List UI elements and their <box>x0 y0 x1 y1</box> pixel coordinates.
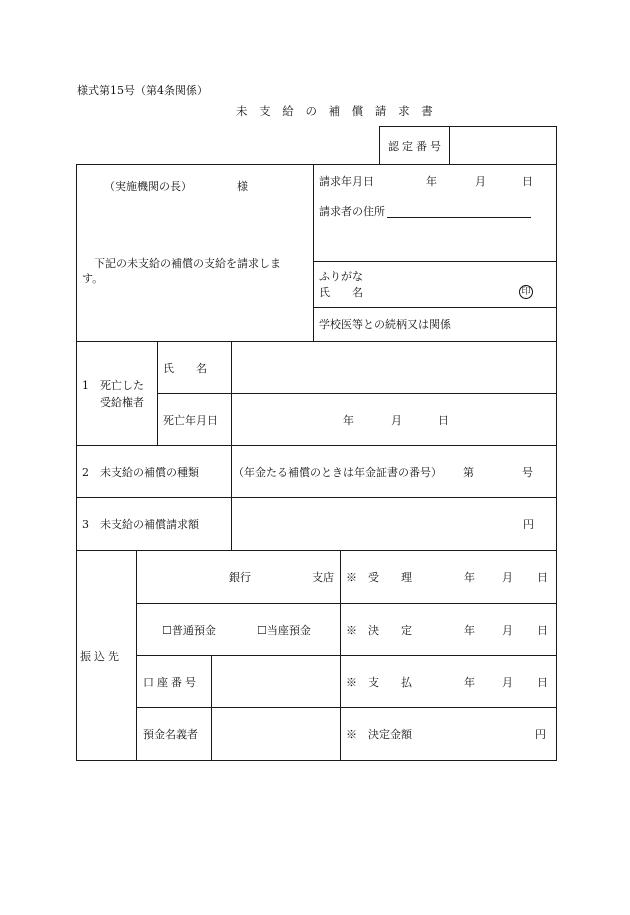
cert-box-left <box>379 126 380 164</box>
frame-top <box>76 164 557 165</box>
received-day: 日 <box>537 571 548 584</box>
claim-amount-label: 3 未支給の補償請求額 <box>82 518 199 531</box>
form-number: 様式第15号（第4条関係） <box>77 84 208 97</box>
claim-amount-field[interactable] <box>234 500 514 546</box>
compensation-type-label: 2 未支給の補償の種類 <box>82 466 199 479</box>
claimant-line-2 <box>313 307 557 308</box>
death-date-label: 死亡年月日 <box>163 414 218 427</box>
address-field[interactable] <box>388 203 530 217</box>
frame-left <box>76 164 77 761</box>
page-title: 未 支 給 の 補 償 請 求 書 <box>236 104 437 118</box>
decided-label: ※ 決 定 <box>346 624 412 637</box>
request-date-month: 月 <box>475 175 486 188</box>
top-block-bottom <box>76 341 557 342</box>
ordinary-deposit-checkbox[interactable]: ☐普通預金 <box>162 624 216 637</box>
address-label: 請求者の住所 <box>319 205 385 218</box>
addressee-head: （実施機関の長） <box>104 180 192 193</box>
seal-icon: 印 <box>519 285 533 299</box>
cert-number-label: 認定番号 <box>388 140 444 153</box>
top-divider <box>313 164 314 341</box>
claimant-line-1 <box>313 261 557 262</box>
furigana-label: ふりがな <box>319 270 363 283</box>
paid-day: 日 <box>537 676 548 689</box>
address-underline <box>387 217 531 218</box>
decided-amount-yen: 円 <box>535 728 546 741</box>
deceased-name-field[interactable] <box>233 343 554 391</box>
death-date-year: 年 <box>343 414 354 427</box>
request-date-label: 請求年月日 <box>319 175 374 188</box>
account-holder-label: 預金名義者 <box>143 728 198 741</box>
paid-year: 年 <box>464 676 475 689</box>
frame-right <box>556 126 557 761</box>
transfer-row-2 <box>136 655 557 656</box>
claimant-name-field[interactable] <box>370 268 514 302</box>
request-date-year: 年 <box>426 175 437 188</box>
bank-label: 銀行 <box>229 571 251 584</box>
claimant-name-label: 氏 名 <box>319 286 363 299</box>
section1-midline <box>157 393 557 394</box>
deceased-name-label: 氏 名 <box>163 362 207 375</box>
cert-box-top <box>379 126 557 127</box>
paid-label: ※ 支 払 <box>346 676 412 689</box>
account-number-field[interactable] <box>213 657 338 705</box>
frame-bottom <box>76 760 557 761</box>
account-number-label: 口座番号 <box>143 676 199 689</box>
branch-label: 支店 <box>312 571 334 584</box>
decided-month: 月 <box>502 624 513 637</box>
section1-bottom <box>76 445 557 446</box>
request-text-1: 下記の未支給の補償の支給を請求しま <box>94 257 281 270</box>
section1-title-1: 1 死亡した <box>82 379 144 392</box>
addressee-honorific: 様 <box>237 180 248 193</box>
decided-year: 年 <box>464 624 475 637</box>
transfer-row-3 <box>136 707 557 708</box>
received-label: ※ 受 理 <box>346 571 412 584</box>
cert-number-field[interactable] <box>451 128 555 162</box>
relation-label: 学校医等との続柄又は関係 <box>319 318 451 331</box>
transfer-label: 振込先 <box>80 650 122 663</box>
claim-amount-yen: 円 <box>523 518 534 531</box>
section2-bottom <box>76 497 557 498</box>
decided-day: 日 <box>537 624 548 637</box>
section1-title-2: 受給権者 <box>100 396 144 409</box>
account-holder-field[interactable] <box>213 709 338 758</box>
decided-amount-label: ※ 決定金額 <box>346 728 412 741</box>
death-date-day: 日 <box>438 414 449 427</box>
request-date-day: 日 <box>522 175 533 188</box>
pension-note: （年金たる補償のときは年金証書の番号） <box>233 466 442 479</box>
section3-bottom <box>76 550 557 551</box>
pension-no-prefix: 第 <box>463 466 474 479</box>
pension-no-suffix: 号 <box>522 466 533 479</box>
request-text-2: す。 <box>82 272 104 285</box>
cert-box-divider <box>449 126 450 164</box>
received-month: 月 <box>502 571 513 584</box>
received-year: 年 <box>464 571 475 584</box>
paid-month: 月 <box>502 676 513 689</box>
death-date-month: 月 <box>391 414 402 427</box>
transfer-row-1 <box>136 603 557 604</box>
current-deposit-checkbox[interactable]: ☐当座預金 <box>257 624 311 637</box>
